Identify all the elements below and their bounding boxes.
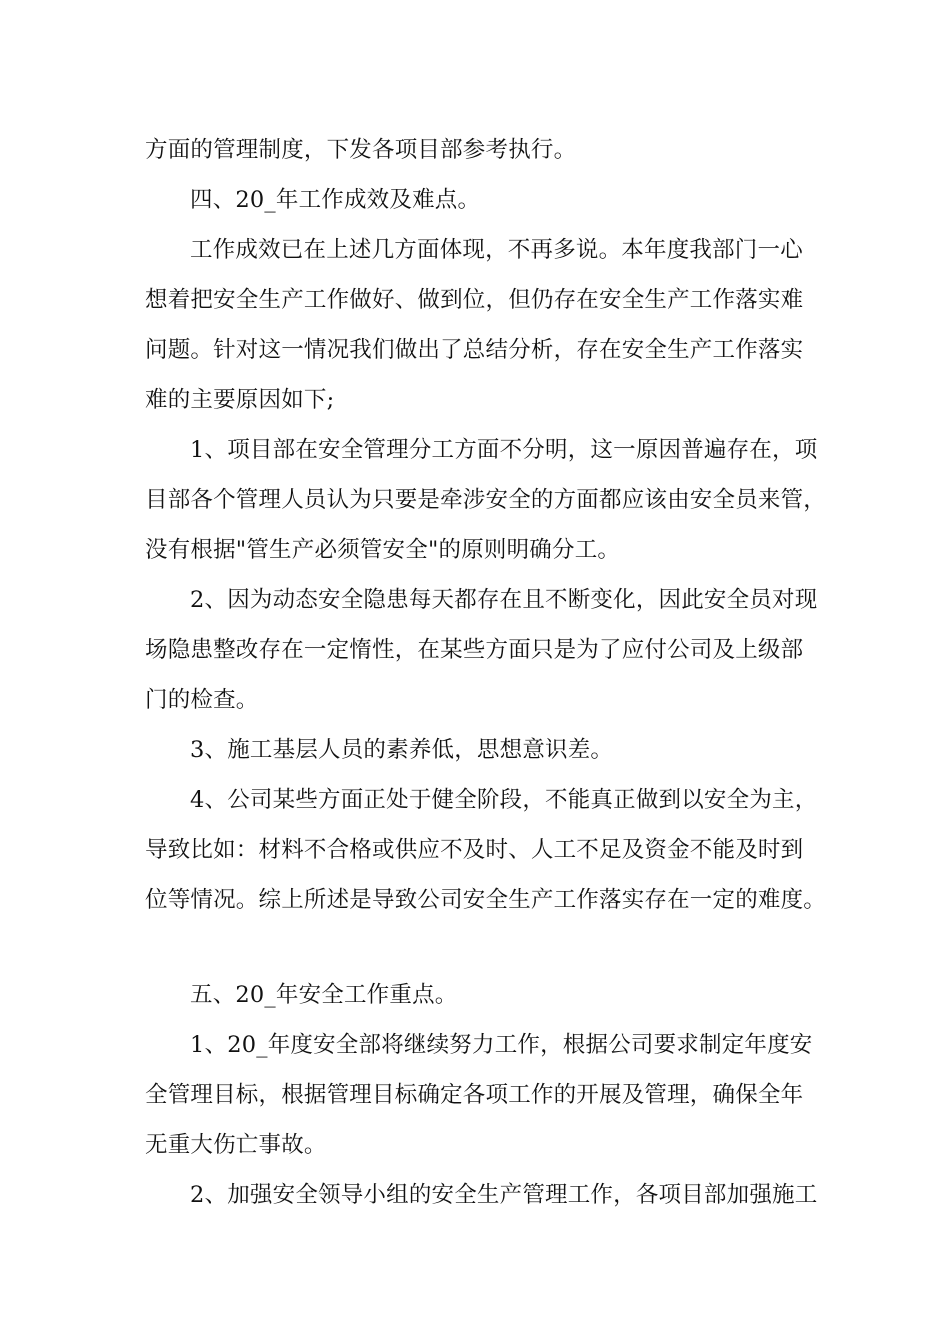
section-heading: 四、20_年工作成效及难点。 [190,187,481,213]
text-line: 难的主要原因如下; [145,387,335,413]
text-line: 没有根据"管生产必须管安全"的原则明确分工。 [145,537,621,563]
text-line: 位等情况。综上所述是导致公司安全生产工作落实存在一定的难度。 [145,887,827,913]
text-line: 4、公司某些方面正处于健全阶段，不能真正做到以安全为主， [190,787,818,813]
text-line: 全管理目标，根据管理目标确定各项工作的开展及管理，确保全年 [145,1082,804,1108]
text-line: 无重大伤亡事故。 [145,1132,327,1158]
text-line: 1、20_年度安全部将继续努力工作，根据公司要求制定年度安 [190,1032,813,1058]
text-line: 问题。针对这一情况我们做出了总结分析，存在安全生产工作落实 [145,337,804,363]
text-line: 导致比如：材料不合格或供应不及时、人工不足及资金不能及时到 [145,837,804,863]
text-line: 门的检查。 [145,687,259,713]
text-line: 场隐患整改存在一定惰性，在某些方面只是为了应付公司及上级部 [145,637,804,663]
text-line: 2、加强安全领导小组的安全生产管理工作，各项目部加强施工 [190,1182,818,1208]
text-line: 1、项目部在安全管理分工方面不分明，这一原因普遍存在，项 [190,437,818,463]
text-line: 想着把安全生产工作做好、做到位，但仍存在安全生产工作落实难 [145,287,804,313]
text-line: 工作成效已在上述几方面体现，不再多说。本年度我部门一心 [190,237,803,263]
section-heading: 五、20_年安全工作重点。 [190,982,458,1008]
text-line: 3、施工基层人员的素养低，思想意识差。 [190,737,614,763]
text-line: 目部各个管理人员认为只要是牵涉安全的方面都应该由安全员来管， [145,487,827,513]
text-line: 方面的管理制度，下发各项目部参考执行。 [145,137,577,163]
text-line: 2、因为动态安全隐患每天都存在且不断变化，因此安全员对现 [190,587,818,613]
